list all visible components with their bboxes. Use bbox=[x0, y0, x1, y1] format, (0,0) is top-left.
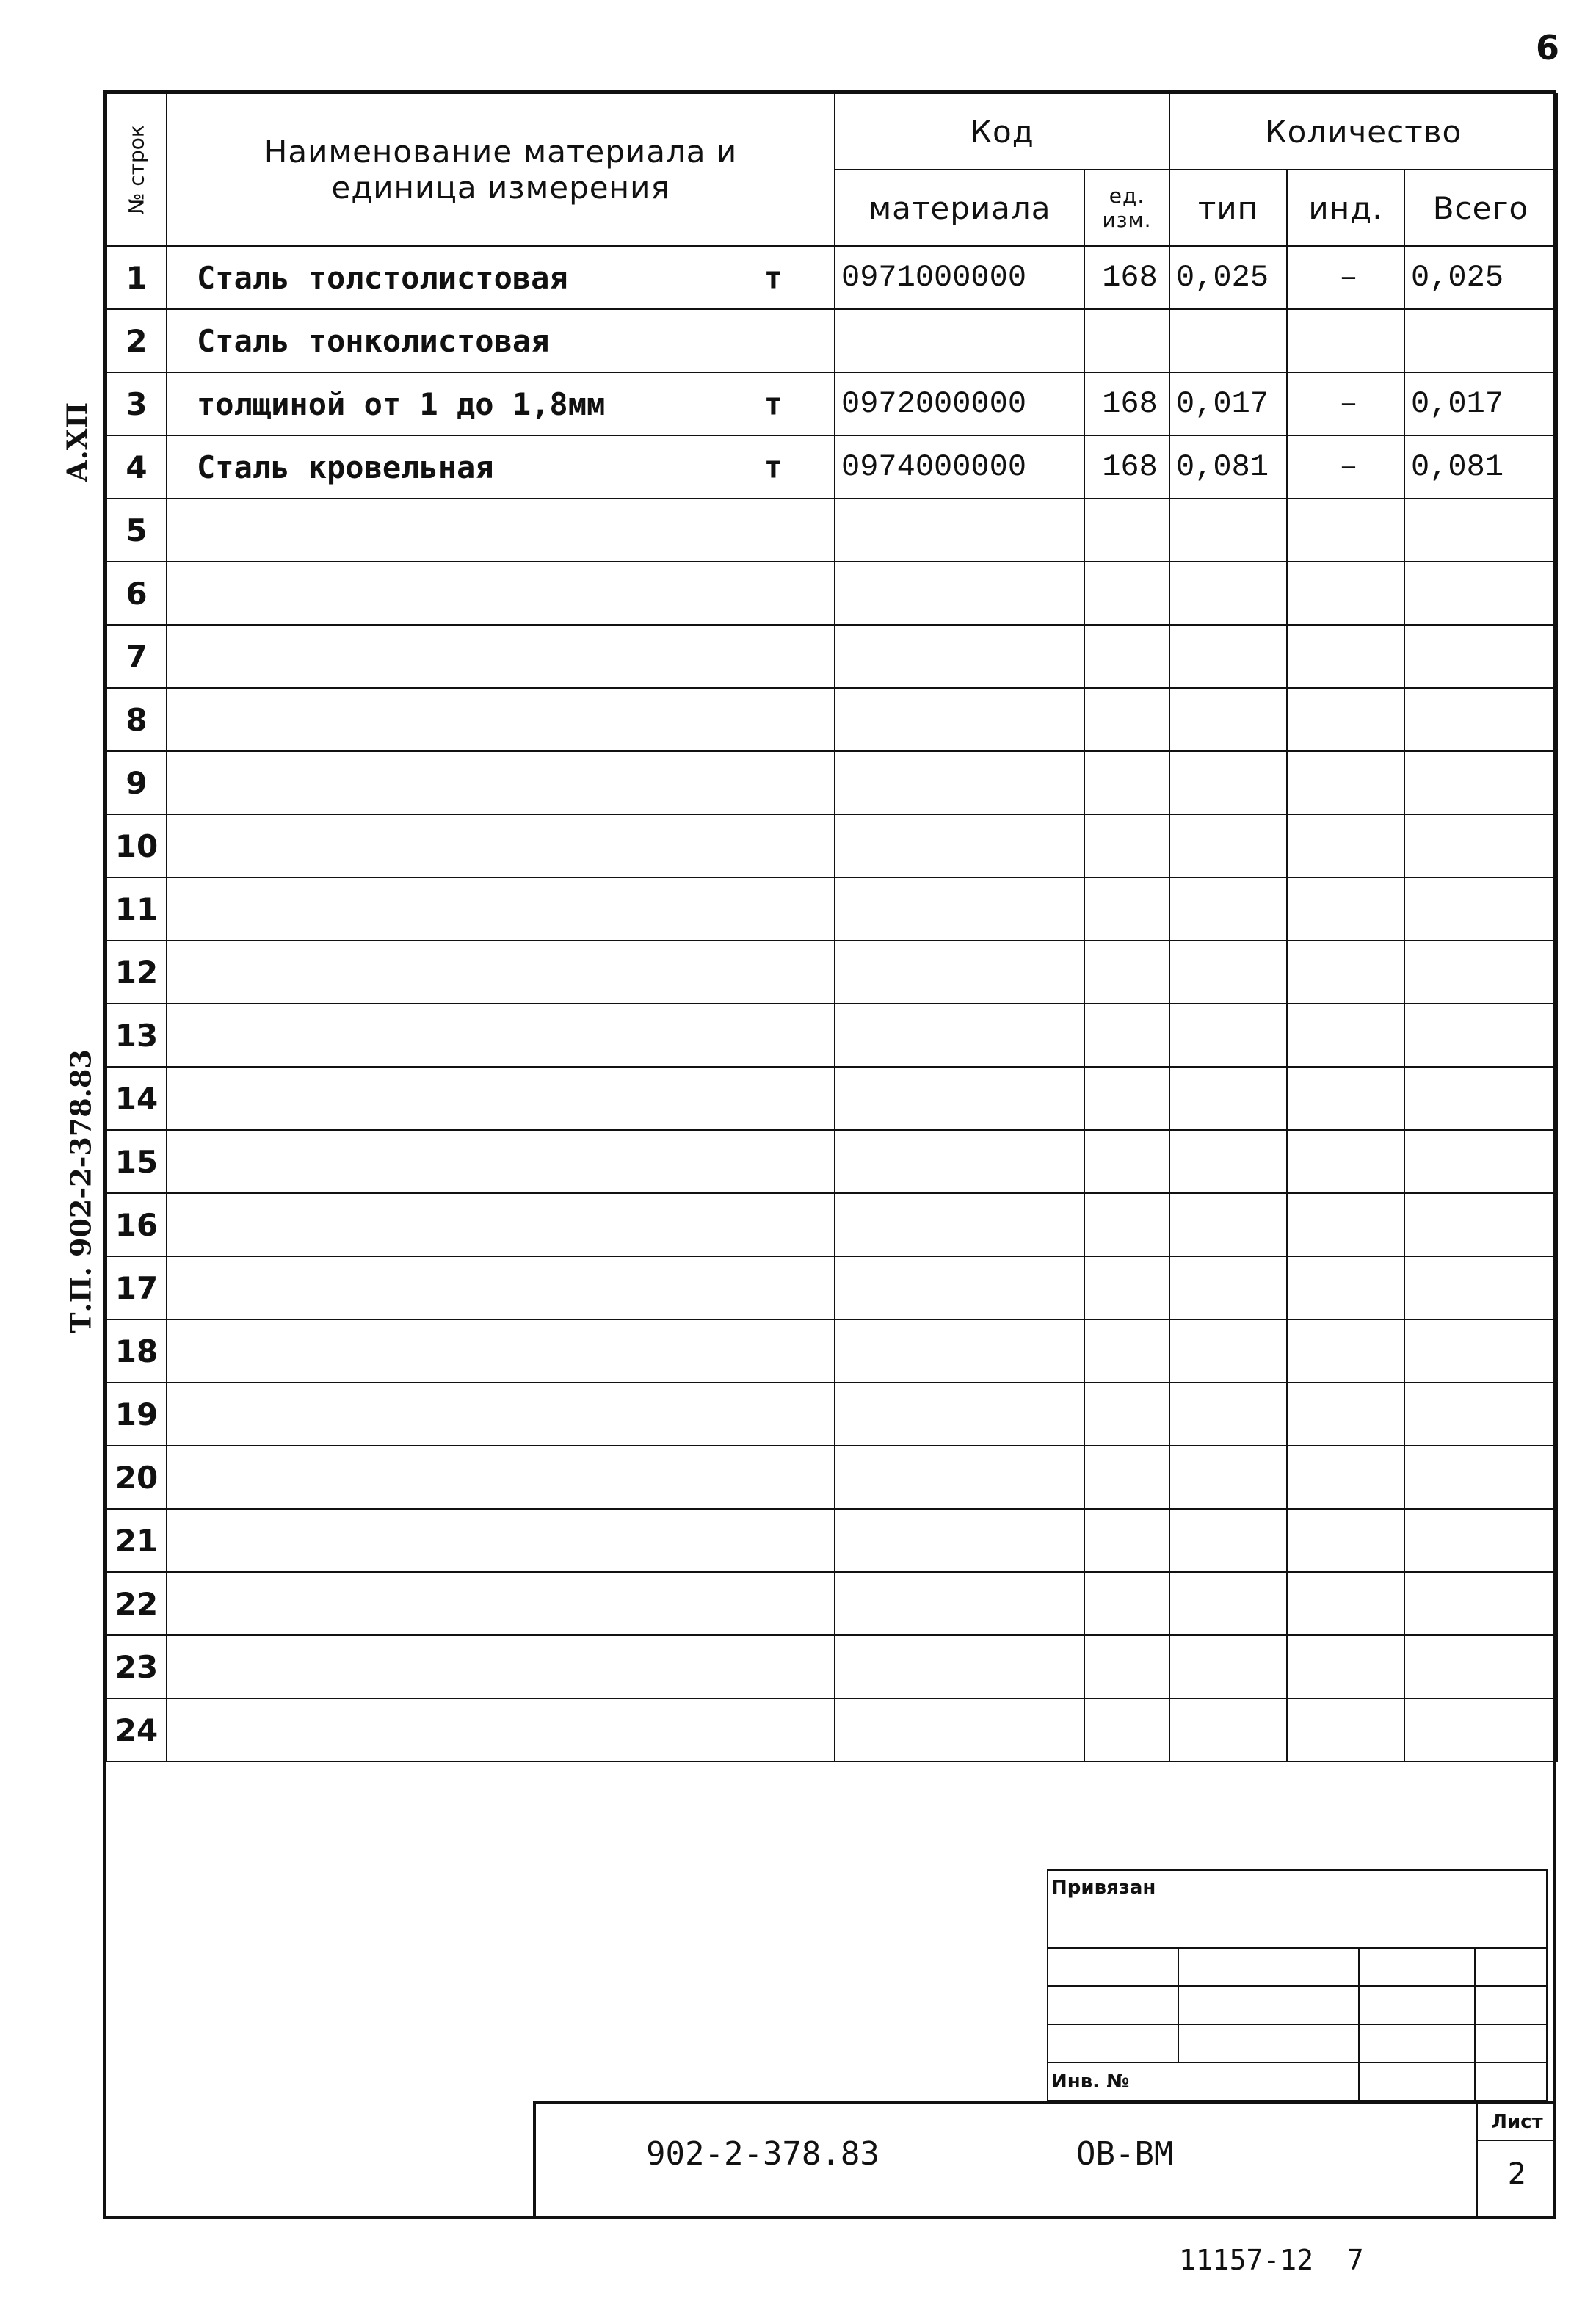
quantity-total bbox=[1404, 814, 1557, 877]
quantity-total bbox=[1404, 1004, 1557, 1067]
unit-code: 168 bbox=[1084, 435, 1169, 499]
material-name: Сталь кровельная bbox=[197, 449, 494, 485]
quantity-individual bbox=[1287, 941, 1404, 1004]
material-name: Сталь тонколистовая bbox=[197, 322, 550, 359]
footer-mark: 11157-12 7 bbox=[1179, 2244, 1364, 2276]
table-row bbox=[106, 1635, 1557, 1698]
unit-code-header: ед. изм. bbox=[1084, 170, 1169, 246]
quantity-type bbox=[1169, 1509, 1287, 1572]
quantity-type: 0,025 bbox=[1169, 246, 1287, 309]
material-header: материала bbox=[835, 170, 1084, 246]
unit-code bbox=[1084, 1635, 1169, 1698]
quantity-individual bbox=[1287, 1130, 1404, 1193]
unit-code bbox=[1084, 1319, 1169, 1383]
unit-code bbox=[1084, 751, 1169, 814]
material-code bbox=[835, 1572, 1084, 1635]
unit-code: 168 bbox=[1084, 372, 1169, 435]
material-name-cell bbox=[167, 1698, 835, 1761]
material-name-cell bbox=[167, 1067, 835, 1130]
row-number: 6 bbox=[106, 562, 167, 625]
table-row bbox=[106, 1193, 1557, 1256]
sheet-label: Лист bbox=[1478, 2101, 1556, 2141]
material-name-cell bbox=[167, 751, 835, 814]
quantity-total: 0,017 bbox=[1404, 372, 1557, 435]
unit-code bbox=[1084, 1509, 1169, 1572]
material-code bbox=[835, 1446, 1084, 1509]
quantity-total bbox=[1404, 1130, 1557, 1193]
material-code bbox=[835, 1067, 1084, 1130]
unit-code bbox=[1084, 499, 1169, 562]
quantity-total bbox=[1404, 1067, 1557, 1130]
quantity-type: 0,017 bbox=[1169, 372, 1287, 435]
material-name-cell bbox=[167, 1193, 835, 1256]
row-number: 7 bbox=[106, 625, 167, 688]
material-name-cell bbox=[167, 1319, 835, 1383]
material-name-cell bbox=[167, 1635, 835, 1698]
row-number: 8 bbox=[106, 688, 167, 751]
table-row bbox=[106, 1256, 1557, 1319]
unit-code bbox=[1084, 1067, 1169, 1130]
quantity-total bbox=[1404, 1635, 1557, 1698]
material-name-cell bbox=[167, 688, 835, 751]
sheet-value: 2 bbox=[1507, 2157, 1527, 2191]
material-code bbox=[835, 1509, 1084, 1572]
quantity-type bbox=[1169, 499, 1287, 562]
quantity-total bbox=[1404, 1509, 1557, 1572]
quantity-type bbox=[1169, 562, 1287, 625]
material-name-cell bbox=[167, 1383, 835, 1446]
table-row bbox=[106, 1130, 1557, 1193]
material-code bbox=[835, 562, 1084, 625]
quantity-individual bbox=[1287, 1635, 1404, 1698]
material-name-cell bbox=[167, 499, 835, 562]
quantity-individual: – bbox=[1287, 372, 1404, 435]
table-row bbox=[106, 1067, 1557, 1130]
material-name: толщиной от 1 до 1,8мм bbox=[197, 385, 606, 422]
material-code bbox=[835, 1193, 1084, 1256]
stamp-cell bbox=[1359, 2024, 1475, 2062]
table-row bbox=[106, 751, 1557, 814]
quantity-type bbox=[1169, 1572, 1287, 1635]
row-number: 9 bbox=[106, 751, 167, 814]
inv-no-label: Инв. № bbox=[1048, 2062, 1359, 2101]
row-number: 11 bbox=[106, 877, 167, 941]
quantity-type bbox=[1169, 814, 1287, 877]
table-row bbox=[106, 1004, 1557, 1067]
individual-header: инд. bbox=[1287, 170, 1404, 246]
stamp-cell bbox=[1178, 1986, 1359, 2024]
page-number: 6 bbox=[1536, 28, 1560, 68]
quantity-individual bbox=[1287, 1067, 1404, 1130]
material-name-cell bbox=[167, 246, 835, 309]
material-code: 0972000000 bbox=[835, 372, 1084, 435]
quantity-type bbox=[1169, 1383, 1287, 1446]
unit-code bbox=[1084, 562, 1169, 625]
material-name-cell bbox=[167, 1509, 835, 1572]
quantity-individual bbox=[1287, 499, 1404, 562]
quantity-individual bbox=[1287, 688, 1404, 751]
materials-table bbox=[106, 93, 1558, 1762]
quantity-individual bbox=[1287, 1698, 1404, 1761]
quantity-type bbox=[1169, 309, 1287, 372]
stamp-cell bbox=[1359, 1986, 1475, 2024]
quantity-type bbox=[1169, 751, 1287, 814]
quantity-type bbox=[1169, 1004, 1287, 1067]
quantity-type bbox=[1169, 688, 1287, 751]
quantity-type bbox=[1169, 1635, 1287, 1698]
quantity-total bbox=[1404, 1193, 1557, 1256]
linked-label: Привязан bbox=[1048, 1870, 1547, 1948]
material-name-cell bbox=[167, 562, 835, 625]
table-row bbox=[106, 372, 1557, 435]
quantity-individual bbox=[1287, 625, 1404, 688]
material-name-cell bbox=[167, 309, 835, 372]
unit-code bbox=[1084, 941, 1169, 1004]
table-row bbox=[106, 1572, 1557, 1635]
table-row bbox=[106, 562, 1557, 625]
stamp-cell bbox=[1359, 1948, 1475, 1986]
sheet-box bbox=[1476, 2101, 1556, 2219]
row-number: 14 bbox=[106, 1067, 167, 1130]
quantity-total bbox=[1404, 1319, 1557, 1383]
quantity-individual bbox=[1287, 1509, 1404, 1572]
quantity-total bbox=[1404, 941, 1557, 1004]
material-name-cell bbox=[167, 1130, 835, 1193]
name-header bbox=[167, 93, 835, 246]
quantity-type bbox=[1169, 1698, 1287, 1761]
unit-code bbox=[1084, 309, 1169, 372]
material-code bbox=[835, 499, 1084, 562]
unit-code bbox=[1084, 1572, 1169, 1635]
material-code bbox=[835, 751, 1084, 814]
doc-code: ОВ-ВМ bbox=[1076, 2135, 1174, 2173]
table-body bbox=[106, 246, 1557, 1761]
stamp-cell bbox=[1475, 2062, 1547, 2101]
unit: т bbox=[763, 385, 783, 422]
unit-code bbox=[1084, 1256, 1169, 1319]
stamp-cell bbox=[1048, 1948, 1178, 1986]
type-header: тип bbox=[1169, 170, 1287, 246]
material-name: Сталь толстолистовая bbox=[197, 259, 568, 296]
stamp-cell bbox=[1475, 2024, 1547, 2062]
material-code bbox=[835, 1319, 1084, 1383]
stamp-cell bbox=[1475, 1948, 1547, 1986]
quantity-individual bbox=[1287, 877, 1404, 941]
table-row bbox=[106, 1509, 1557, 1572]
unit-code bbox=[1084, 877, 1169, 941]
material-code bbox=[835, 1698, 1084, 1761]
quantity-type bbox=[1169, 625, 1287, 688]
table-row bbox=[106, 877, 1557, 941]
material-code bbox=[835, 1635, 1084, 1698]
material-name-cell bbox=[167, 1572, 835, 1635]
quantity-type bbox=[1169, 1067, 1287, 1130]
row-number: 22 bbox=[106, 1572, 167, 1635]
unit-code bbox=[1084, 1193, 1169, 1256]
unit-code bbox=[1084, 1383, 1169, 1446]
table-row bbox=[106, 1446, 1557, 1509]
row-number: 1 bbox=[106, 246, 167, 309]
unit-code bbox=[1084, 625, 1169, 688]
quantity-total bbox=[1404, 1383, 1557, 1446]
quantity-type bbox=[1169, 1446, 1287, 1509]
quantity-individual bbox=[1287, 1446, 1404, 1509]
row-no-header bbox=[106, 93, 167, 246]
material-name-cell bbox=[167, 625, 835, 688]
name-header-label: Наименование материала и единица измерения bbox=[264, 134, 738, 206]
unit-code bbox=[1084, 814, 1169, 877]
row-number: 23 bbox=[106, 1635, 167, 1698]
unit-code: 168 bbox=[1084, 246, 1169, 309]
quantity-individual bbox=[1287, 1004, 1404, 1067]
unit-code bbox=[1084, 1004, 1169, 1067]
material-code bbox=[835, 688, 1084, 751]
table-row bbox=[106, 309, 1557, 372]
material-code: 0974000000 bbox=[835, 435, 1084, 499]
quantity-individual: – bbox=[1287, 246, 1404, 309]
quantity-individual bbox=[1287, 814, 1404, 877]
quantity-total bbox=[1404, 877, 1557, 941]
quantity-individual bbox=[1287, 1383, 1404, 1446]
quantity-total bbox=[1404, 309, 1557, 372]
material-code bbox=[835, 877, 1084, 941]
table-row bbox=[106, 499, 1557, 562]
doc-number: 902-2-378.83 bbox=[646, 2135, 879, 2173]
table-row bbox=[106, 435, 1557, 499]
stamp-cell bbox=[1178, 2024, 1359, 2062]
quantity-total bbox=[1404, 1256, 1557, 1319]
stamp-cell bbox=[1178, 1948, 1359, 1986]
quantity-total: 0,025 bbox=[1404, 246, 1557, 309]
quantity-type bbox=[1169, 1256, 1287, 1319]
quantity-total bbox=[1404, 499, 1557, 562]
table-row bbox=[106, 814, 1557, 877]
material-name-cell bbox=[167, 372, 835, 435]
stamp-cell bbox=[1048, 1986, 1178, 2024]
row-number: 16 bbox=[106, 1193, 167, 1256]
stamp-cell bbox=[1475, 1986, 1547, 2024]
quantity-individual bbox=[1287, 309, 1404, 372]
table-row bbox=[106, 625, 1557, 688]
material-code bbox=[835, 309, 1084, 372]
table-row bbox=[106, 1319, 1557, 1383]
stamp-cell bbox=[1048, 2024, 1178, 2062]
material-code: 0971000000 bbox=[835, 246, 1084, 309]
row-number: 17 bbox=[106, 1256, 167, 1319]
material-code bbox=[835, 941, 1084, 1004]
material-name-cell bbox=[167, 1004, 835, 1067]
quantity-type bbox=[1169, 1319, 1287, 1383]
row-number: 3 bbox=[106, 372, 167, 435]
row-number: 24 bbox=[106, 1698, 167, 1761]
quantity-total bbox=[1404, 1446, 1557, 1509]
quantity-type bbox=[1169, 877, 1287, 941]
material-name-cell bbox=[167, 1446, 835, 1509]
table-row bbox=[106, 1698, 1557, 1761]
row-number: 15 bbox=[106, 1130, 167, 1193]
material-code bbox=[835, 625, 1084, 688]
row-number: 19 bbox=[106, 1383, 167, 1446]
material-name-cell bbox=[167, 941, 835, 1004]
row-number: 4 bbox=[106, 435, 167, 499]
project-label: Т.П. 902-2-378.83 bbox=[64, 1049, 98, 1333]
material-name-cell bbox=[167, 814, 835, 877]
quantity-individual bbox=[1287, 751, 1404, 814]
material-code bbox=[835, 1383, 1084, 1446]
quantity-individual bbox=[1287, 1256, 1404, 1319]
row-no-header-label: № строк bbox=[124, 125, 149, 214]
unit-code bbox=[1084, 1698, 1169, 1761]
row-number: 18 bbox=[106, 1319, 167, 1383]
quantity-individual bbox=[1287, 1193, 1404, 1256]
quantity-individual bbox=[1287, 562, 1404, 625]
material-code bbox=[835, 1130, 1084, 1193]
row-number: 2 bbox=[106, 309, 167, 372]
table-row bbox=[106, 246, 1557, 309]
quantity-total bbox=[1404, 1698, 1557, 1761]
quantity-type bbox=[1169, 1130, 1287, 1193]
row-number: 10 bbox=[106, 814, 167, 877]
quantity-individual bbox=[1287, 1572, 1404, 1635]
table-row bbox=[106, 941, 1557, 1004]
stamp-cell bbox=[1359, 2062, 1475, 2101]
row-number: 21 bbox=[106, 1509, 167, 1572]
quantity-individual: – bbox=[1287, 435, 1404, 499]
quantity-header: Количество bbox=[1169, 93, 1557, 170]
material-code bbox=[835, 1256, 1084, 1319]
unit: т bbox=[763, 449, 783, 485]
material-name-cell bbox=[167, 877, 835, 941]
total-header: Всего bbox=[1404, 170, 1557, 246]
quantity-type: 0,081 bbox=[1169, 435, 1287, 499]
quantity-individual bbox=[1287, 1319, 1404, 1383]
row-number: 5 bbox=[106, 499, 167, 562]
quantity-total bbox=[1404, 625, 1557, 688]
quantity-type bbox=[1169, 941, 1287, 1004]
table-row bbox=[106, 1383, 1557, 1446]
doc-title-block bbox=[533, 2101, 1556, 2219]
quantity-total bbox=[1404, 1572, 1557, 1635]
album-label: А.XП bbox=[60, 402, 94, 483]
unit-code bbox=[1084, 1130, 1169, 1193]
quantity-total bbox=[1404, 562, 1557, 625]
quantity-type bbox=[1169, 1193, 1287, 1256]
material-code bbox=[835, 1004, 1084, 1067]
row-number: 13 bbox=[106, 1004, 167, 1067]
code-header: Код bbox=[835, 93, 1169, 170]
table-row bbox=[106, 688, 1557, 751]
unit-code bbox=[1084, 1446, 1169, 1509]
quantity-total: 0,081 bbox=[1404, 435, 1557, 499]
row-number: 12 bbox=[106, 941, 167, 1004]
unit: т bbox=[763, 259, 783, 296]
linked-block bbox=[1047, 1869, 1548, 2101]
material-name-cell bbox=[167, 435, 835, 499]
material-code bbox=[835, 814, 1084, 877]
quantity-total bbox=[1404, 751, 1557, 814]
unit-code bbox=[1084, 688, 1169, 751]
row-number: 20 bbox=[106, 1446, 167, 1509]
material-name-cell bbox=[167, 1256, 835, 1319]
quantity-total bbox=[1404, 688, 1557, 751]
